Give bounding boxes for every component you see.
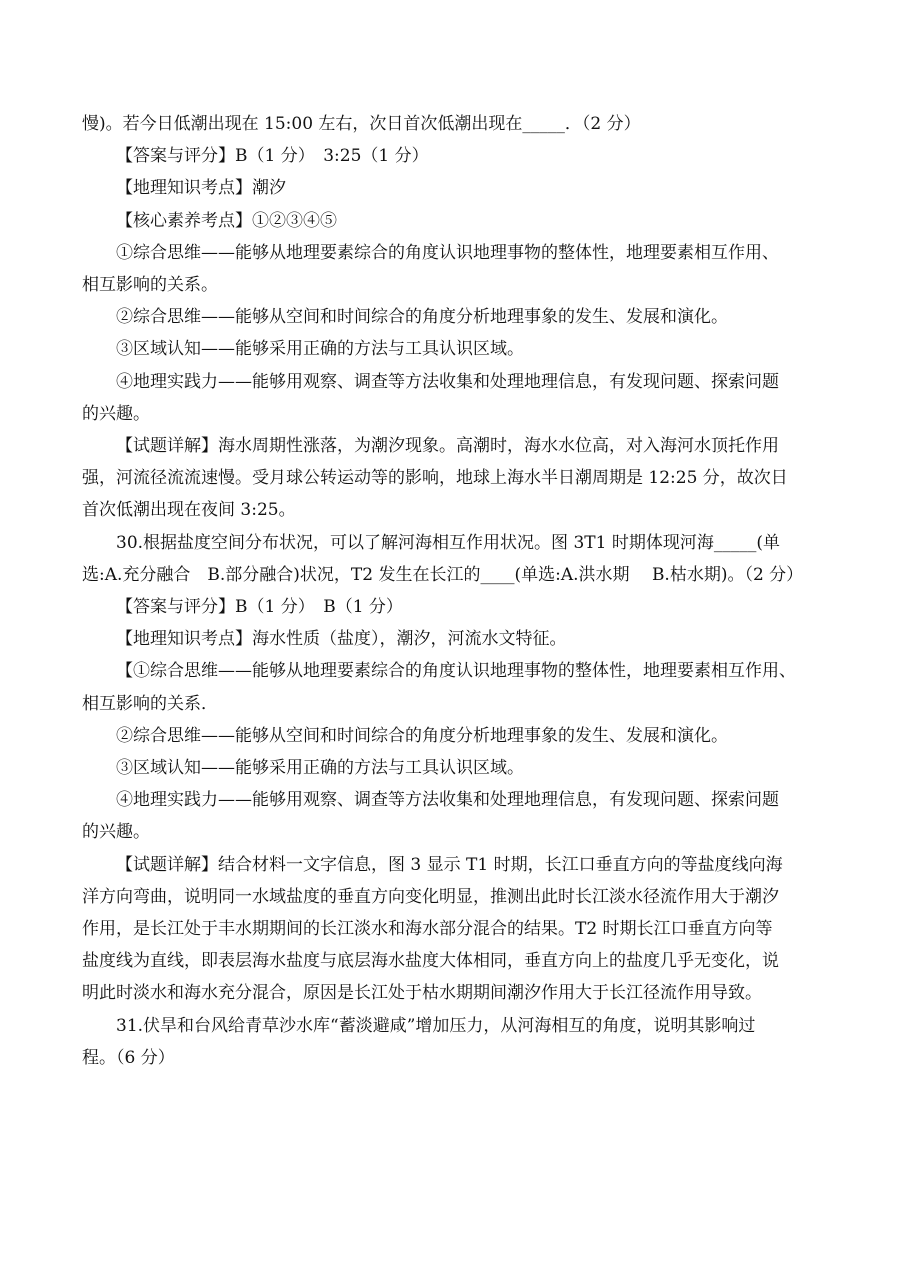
text-line: 首次低潮出现在夜间 3:25。	[82, 500, 296, 521]
text-line: ②综合思维——能够从空间和时间综合的角度分析地理事象的发生、发展和演化。	[116, 725, 728, 746]
text-line: ③区域认知——能够采用正确的方法与工具认识区域。	[116, 758, 524, 779]
text-line: 选:A.充分融合 B.部分融合)状况，T2 发生在长江的____(单选:A.洪水期 B.枯水期)。（2 分）	[82, 564, 804, 585]
text-line: 【试题详解】结合材料一文字信息，图 3 显示 T1 时期，长江口垂直方向的等盐度线向海	[116, 854, 783, 875]
text-line: 的兴趣。	[82, 403, 150, 424]
text-line: 洋方向弯曲，说明同一水域盐度的垂直方向变化明显，推测出此时长江淡水径流作用大于潮汐	[82, 886, 779, 907]
text-line: 31.伏旱和台风给青草沙水库“蓄淡避咸”增加压力，从河海相互的角度，说明其影响过	[116, 1015, 756, 1036]
text-line: 【①综合思维——能够从地理要素综合的角度认识地理事物的整体性，地理要素相互作用、	[116, 661, 796, 682]
text-line: ①综合思维——能够从地理要素综合的角度认识地理事物的整体性，地理要素相互作用、	[116, 242, 779, 263]
text-line: 【核心素养考点】①②③④⑤	[116, 210, 337, 231]
text-line: 的兴趣。	[82, 822, 150, 843]
text-line: 盐度线为直线，即表层海水盐度与底层海水盐度大体相同，垂直方向上的盐度几乎无变化，说	[82, 951, 779, 972]
text-line: 【试题详解】海水周期性涨落，为潮汐现象。高潮时，海水水位高，对入海河水顶托作用	[116, 436, 779, 457]
text-line: 【地理知识考点】海水性质（盐度），潮汐，河流水文特征。	[116, 629, 567, 650]
text-line: 相互影响的关系．	[82, 693, 218, 714]
text-line: ④地理实践力——能够用观察、调查等方法收集和处理地理信息，有发现问题、探索问题	[116, 371, 779, 392]
text-line: ③区域认知——能够采用正确的方法与工具认识区域。	[116, 339, 524, 360]
text-line: 作用，是长江处于丰水期期间的长江淡水和海水部分混合的结果。T2 时期长江口垂直方向等	[82, 919, 773, 940]
text-line: 强，河流径流流速慢。受月球公转运动等的影响，地球上海水半日潮周期是 12:25 分，故次日	[82, 468, 788, 489]
document-body	[82, 108, 818, 1074]
text-line: 【答案与评分】B（1 分） 3:25（1 分）	[116, 146, 429, 167]
text-line: 【答案与评分】B（1 分） B（1 分）	[116, 597, 403, 618]
text-line: ④地理实践力——能够用观察、调查等方法收集和处理地理信息，有发现问题、探索问题	[116, 790, 779, 811]
text-line: ②综合思维——能够从空间和时间综合的角度分析地理事象的发生、发展和演化。	[116, 307, 728, 328]
text-line: 慢)。若今日低潮出现在 15:00 左右，次日首次低潮出现在_____．（2 分）	[82, 114, 641, 134]
text-line: 30.根据盐度空间分布状况，可以了解河海相互作用状况。图 3T1 时期体现河海_____(单	[116, 532, 780, 553]
text-line: 明此时淡水和海水充分混合，原因是长江处于枯水期期间潮汐作用大于长江径流作用导致。	[82, 983, 762, 1004]
text-line: 程。（6 分）	[82, 1047, 175, 1068]
text-line: 【地理知识考点】潮汐	[116, 178, 286, 199]
text-line: 相互影响的关系。	[82, 275, 218, 296]
